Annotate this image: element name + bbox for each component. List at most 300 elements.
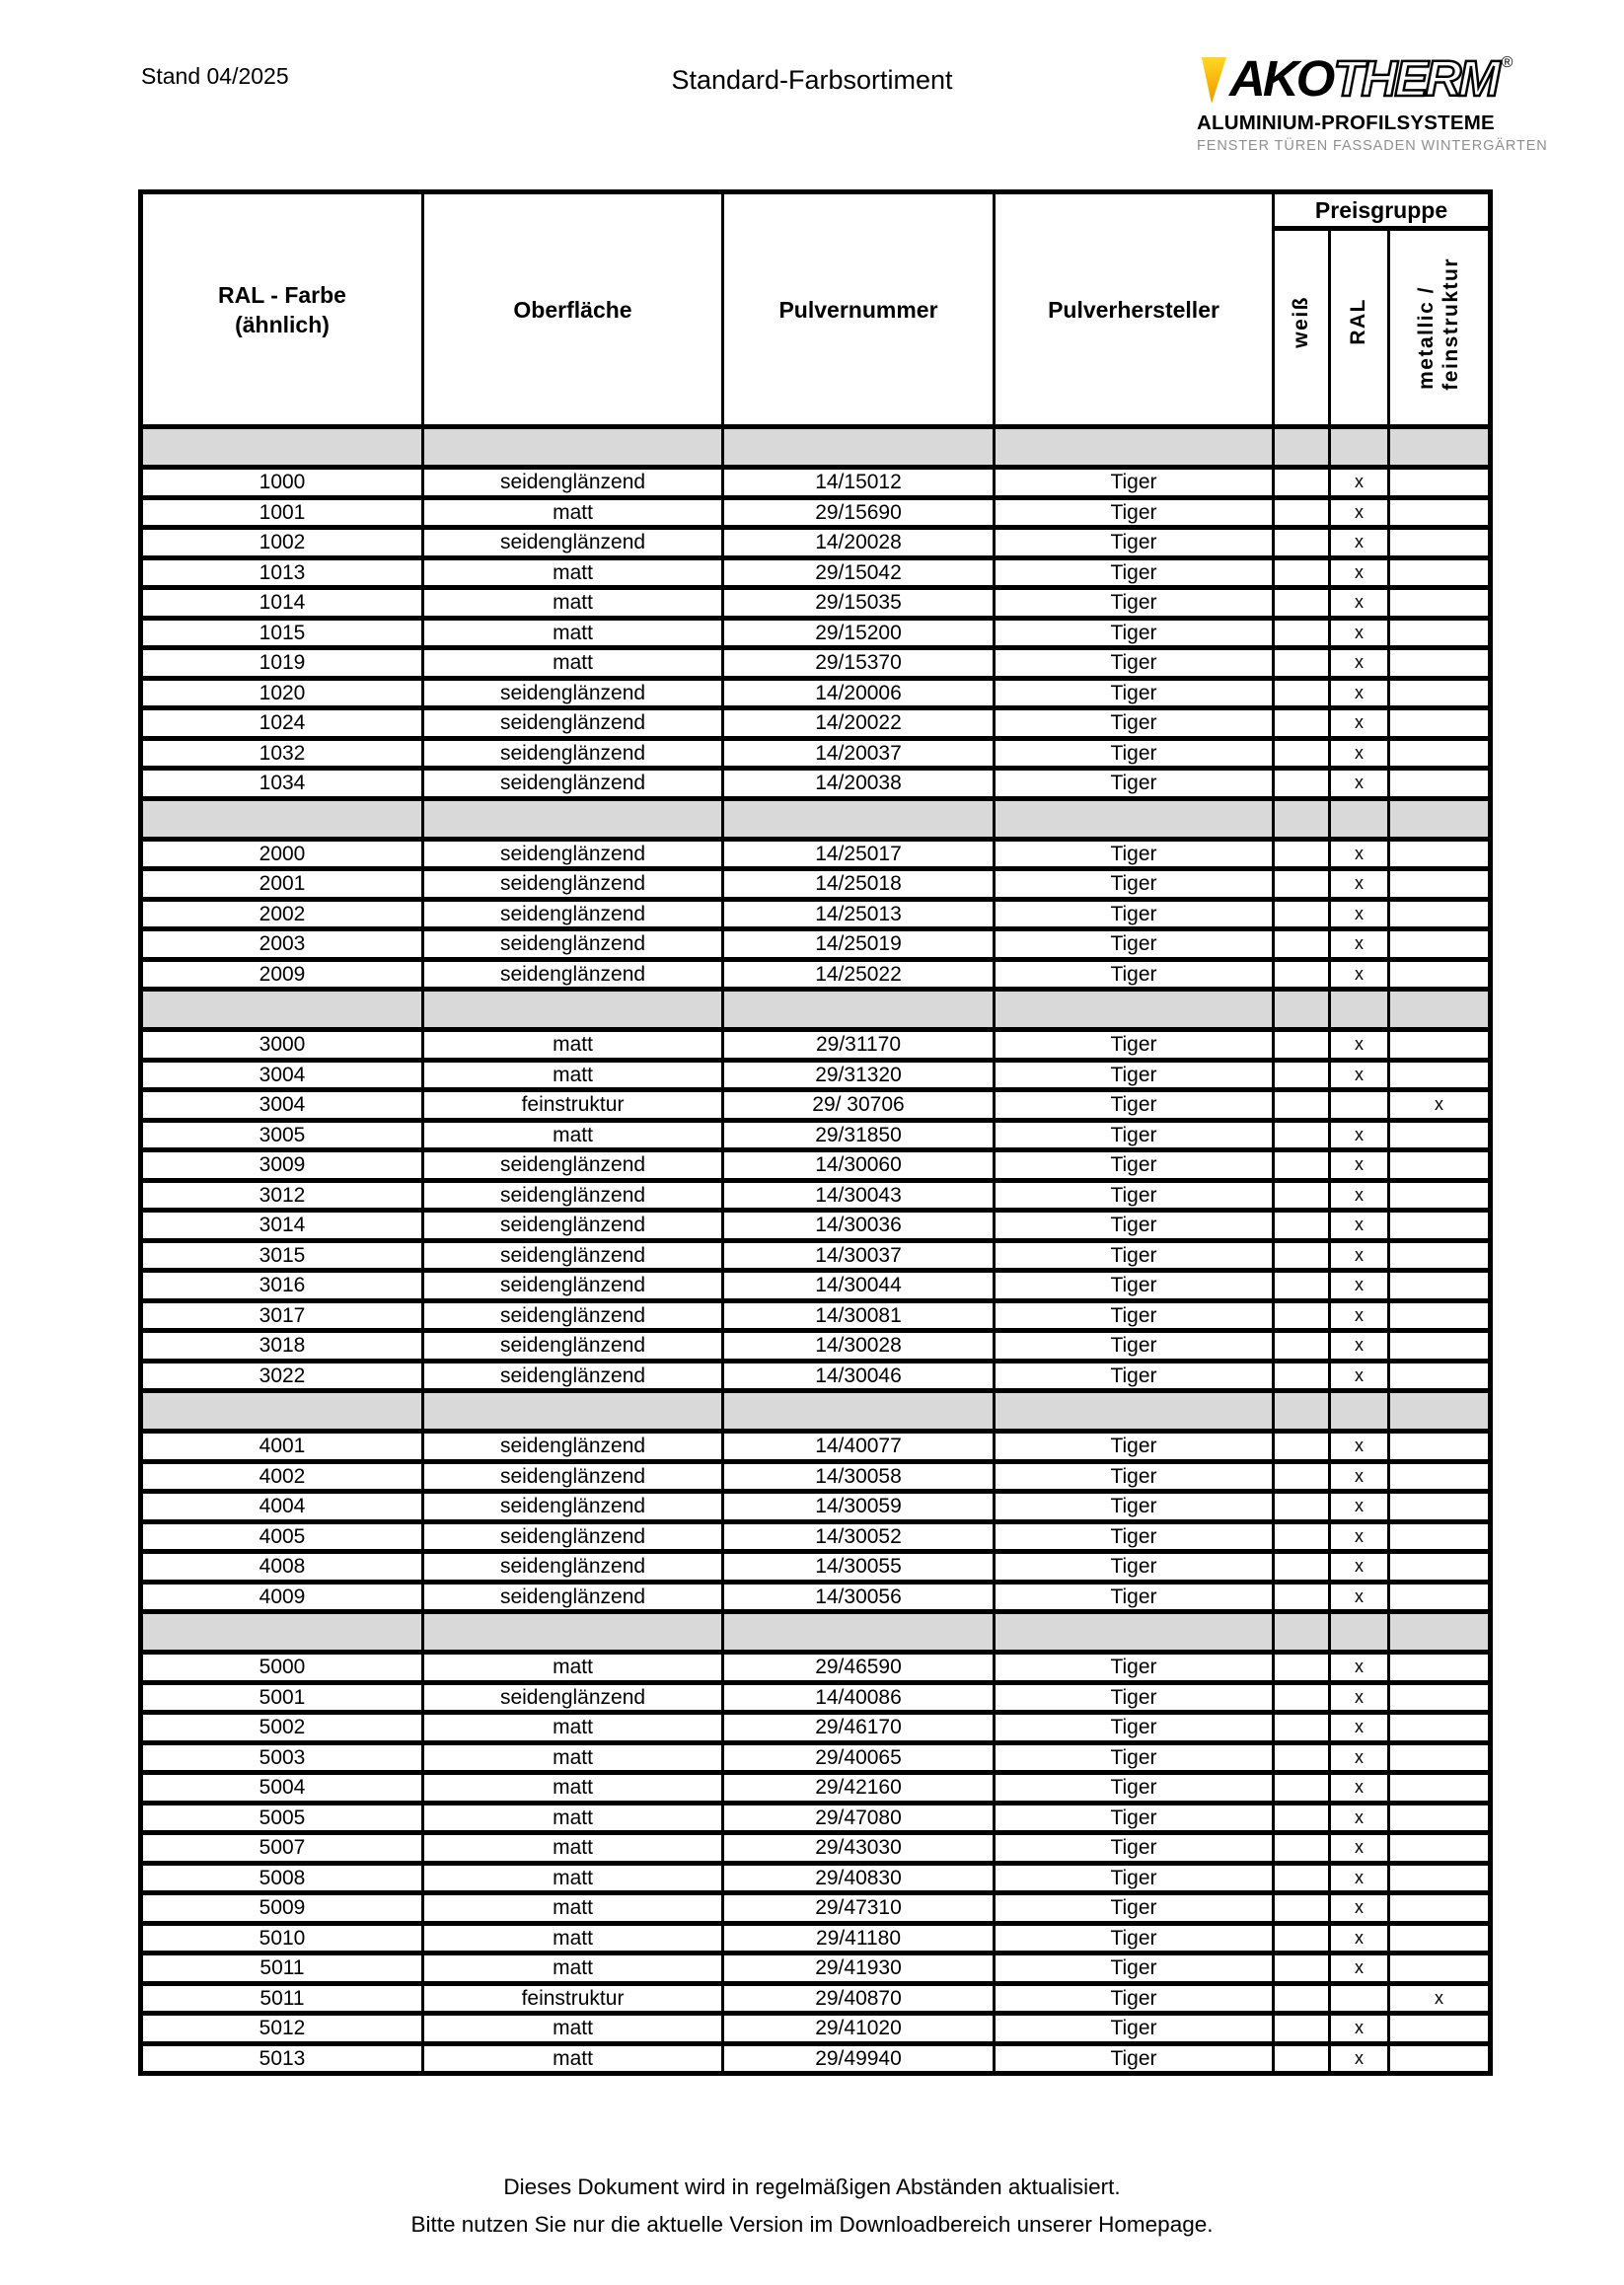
oberflaeche-cell: matt bbox=[423, 1060, 723, 1090]
table-row bbox=[141, 1953, 1491, 1984]
pulverhersteller-cell: Tiger bbox=[995, 1713, 1274, 1743]
oberflaeche-cell: matt bbox=[423, 588, 723, 619]
pulverhersteller-cell: Tiger bbox=[995, 1240, 1274, 1271]
pulverhersteller-cell: Tiger bbox=[995, 588, 1274, 619]
header-metallic-feinstruktur bbox=[1389, 229, 1491, 427]
pulverhersteller-cell: Tiger bbox=[995, 497, 1274, 528]
preisgruppe-weiss-cell bbox=[1274, 1742, 1330, 1773]
preisgruppe-metallic-cell bbox=[1389, 528, 1491, 558]
oberflaeche-cell: seidenglänzend bbox=[423, 1150, 723, 1181]
separator-ral-farbe-cell bbox=[141, 1391, 423, 1432]
pulverhersteller-cell: Tiger bbox=[995, 1833, 1274, 1864]
preisgruppe-metallic-cell bbox=[1389, 1893, 1491, 1924]
pulvernummer-cell: 14/30060 bbox=[723, 1150, 995, 1181]
preisgruppe-ral-cell: x bbox=[1330, 1030, 1389, 1061]
pulvernummer-cell: 14/20038 bbox=[723, 769, 995, 799]
table-row bbox=[141, 1742, 1491, 1773]
preisgruppe-metallic-cell bbox=[1389, 648, 1491, 679]
pulverhersteller-cell: Tiger bbox=[995, 557, 1274, 588]
header-weiss-label: weiß bbox=[1289, 295, 1312, 348]
oberflaeche-cell: matt bbox=[423, 497, 723, 528]
table-row bbox=[141, 839, 1491, 869]
table-row bbox=[141, 1120, 1491, 1150]
pulverhersteller-cell: Tiger bbox=[995, 1180, 1274, 1211]
preisgruppe-weiss-cell bbox=[1274, 959, 1330, 990]
oberflaeche-cell: matt bbox=[423, 1742, 723, 1773]
preisgruppe-metallic-cell bbox=[1389, 738, 1491, 769]
oberflaeche-cell: seidenglänzend bbox=[423, 528, 723, 558]
pulverhersteller-cell: Tiger bbox=[995, 1030, 1274, 1061]
pulverhersteller-cell: Tiger bbox=[995, 1271, 1274, 1301]
preisgruppe-metallic-cell bbox=[1389, 1361, 1491, 1391]
pulverhersteller-cell: Tiger bbox=[995, 1552, 1274, 1583]
preisgruppe-weiss-cell bbox=[1274, 708, 1330, 739]
pulverhersteller-cell: Tiger bbox=[995, 1682, 1274, 1713]
oberflaeche-cell: matt bbox=[423, 2043, 723, 2074]
preisgruppe-ral-cell: x bbox=[1330, 2014, 1389, 2044]
preisgruppe-weiss-cell bbox=[1274, 839, 1330, 869]
table-row bbox=[141, 1833, 1491, 1864]
preisgruppe-metallic-cell bbox=[1389, 1150, 1491, 1181]
preisgruppe-metallic-cell bbox=[1389, 1180, 1491, 1211]
preisgruppe-metallic-cell: x bbox=[1389, 1983, 1491, 2014]
pulverhersteller-cell: Tiger bbox=[995, 929, 1274, 960]
table-row bbox=[141, 1492, 1491, 1522]
preisgruppe-ral-cell bbox=[1330, 1983, 1389, 2014]
footer-line1: Dieses Dokument wird in regelmäßigen Abständen aktualisiert. bbox=[503, 2174, 1121, 2199]
preisgruppe-weiss-cell bbox=[1274, 1180, 1330, 1211]
separator-preisgruppe-metallic-cell bbox=[1389, 990, 1491, 1030]
preisgruppe-metallic-cell bbox=[1389, 497, 1491, 528]
pulvernummer-cell: 29/31170 bbox=[723, 1030, 995, 1061]
pulverhersteller-cell: Tiger bbox=[995, 769, 1274, 799]
preisgruppe-ral-cell: x bbox=[1330, 1240, 1389, 1271]
pulvernummer-cell: 14/30056 bbox=[723, 1582, 995, 1612]
preisgruppe-ral-cell: x bbox=[1330, 769, 1389, 799]
preisgruppe-metallic-cell bbox=[1389, 2014, 1491, 2044]
separator-preisgruppe-ral-cell bbox=[1330, 1391, 1389, 1432]
ral-farbe-cell: 1020 bbox=[141, 678, 423, 708]
preisgruppe-metallic-cell bbox=[1389, 1923, 1491, 1953]
header-ral-preisgruppe bbox=[1330, 229, 1389, 427]
oberflaeche-cell: seidenglänzend bbox=[423, 1240, 723, 1271]
pulverhersteller-cell: Tiger bbox=[995, 468, 1274, 498]
separator-preisgruppe-weiss-cell bbox=[1274, 1391, 1330, 1432]
oberflaeche-cell: matt bbox=[423, 1893, 723, 1924]
preisgruppe-metallic-cell bbox=[1389, 1521, 1491, 1552]
logo-brand-outline: THERM bbox=[1333, 50, 1498, 107]
table-row bbox=[141, 1863, 1491, 1893]
preisgruppe-weiss-cell bbox=[1274, 769, 1330, 799]
ral-farbe-cell: 1014 bbox=[141, 588, 423, 619]
preisgruppe-weiss-cell bbox=[1274, 1030, 1330, 1061]
preisgruppe-metallic-cell bbox=[1389, 2043, 1491, 2074]
oberflaeche-cell: seidenglänzend bbox=[423, 1432, 723, 1462]
oberflaeche-cell: seidenglänzend bbox=[423, 1582, 723, 1612]
ral-farbe-cell: 3022 bbox=[141, 1361, 423, 1391]
akotherm-logo bbox=[1197, 50, 1548, 154]
logo-triangle-icon bbox=[1197, 57, 1226, 104]
preisgruppe-ral-cell: x bbox=[1330, 1773, 1389, 1804]
header-ral-preisgruppe-label: RAL bbox=[1347, 298, 1370, 345]
pulverhersteller-cell: Tiger bbox=[995, 1432, 1274, 1462]
preisgruppe-weiss-cell bbox=[1274, 497, 1330, 528]
separator-pulverhersteller-cell bbox=[995, 798, 1274, 839]
table-row bbox=[141, 1180, 1491, 1211]
ral-farbe-cell: 3005 bbox=[141, 1120, 423, 1150]
preisgruppe-ral-cell: x bbox=[1330, 1803, 1389, 1833]
ral-farbe-cell: 5008 bbox=[141, 1863, 423, 1893]
pulvernummer-cell: 29/15690 bbox=[723, 497, 995, 528]
ral-farbe-cell: 5010 bbox=[141, 1923, 423, 1953]
ral-farbe-cell: 1015 bbox=[141, 618, 423, 648]
pulvernummer-cell: 29/40065 bbox=[723, 1742, 995, 1773]
preisgruppe-metallic-cell bbox=[1389, 1271, 1491, 1301]
ral-farbe-cell: 3016 bbox=[141, 1271, 423, 1301]
ral-farbe-cell: 1034 bbox=[141, 769, 423, 799]
ral-farbe-cell: 4002 bbox=[141, 1461, 423, 1492]
preisgruppe-weiss-cell bbox=[1274, 1863, 1330, 1893]
pulvernummer-cell: 14/30046 bbox=[723, 1361, 995, 1391]
preisgruppe-weiss-cell bbox=[1274, 1240, 1330, 1271]
preisgruppe-metallic-cell bbox=[1389, 1582, 1491, 1612]
preisgruppe-metallic-cell bbox=[1389, 1552, 1491, 1583]
oberflaeche-cell: seidenglänzend bbox=[423, 899, 723, 929]
pulvernummer-cell: 14/30044 bbox=[723, 1271, 995, 1301]
oberflaeche-cell: matt bbox=[423, 1653, 723, 1683]
preisgruppe-ral-cell: x bbox=[1330, 1552, 1389, 1583]
pulverhersteller-cell: Tiger bbox=[995, 1863, 1274, 1893]
preisgruppe-ral-cell: x bbox=[1330, 1582, 1389, 1612]
preisgruppe-weiss-cell bbox=[1274, 738, 1330, 769]
logo-subtitle: ALUMINIUM-PROFILSYSTEME bbox=[1197, 111, 1495, 134]
ral-farbe-cell: 1000 bbox=[141, 468, 423, 498]
preisgruppe-ral-cell: x bbox=[1330, 1120, 1389, 1150]
preisgruppe-weiss-cell bbox=[1274, 1773, 1330, 1804]
registered-mark-icon: ® bbox=[1501, 54, 1513, 71]
preisgruppe-weiss-cell bbox=[1274, 1150, 1330, 1181]
table-row bbox=[141, 497, 1491, 528]
pulvernummer-cell: 29/47080 bbox=[723, 1803, 995, 1833]
pulverhersteller-cell: Tiger bbox=[995, 1060, 1274, 1090]
preisgruppe-ral-cell: x bbox=[1330, 1492, 1389, 1522]
preisgruppe-ral-cell: x bbox=[1330, 618, 1389, 648]
table-row bbox=[141, 648, 1491, 679]
preisgruppe-weiss-cell bbox=[1274, 1120, 1330, 1150]
preisgruppe-weiss-cell bbox=[1274, 1090, 1330, 1121]
ral-farbe-cell: 1032 bbox=[141, 738, 423, 769]
separator-oberflaeche-cell bbox=[423, 1391, 723, 1432]
logo-brand-row bbox=[1197, 50, 1513, 107]
pulvernummer-cell: 14/30036 bbox=[723, 1211, 995, 1241]
separator-preisgruppe-ral-cell bbox=[1330, 427, 1389, 468]
preisgruppe-weiss-cell bbox=[1274, 1833, 1330, 1864]
pulvernummer-cell: 14/30081 bbox=[723, 1300, 995, 1331]
ral-farbe-cell: 4008 bbox=[141, 1552, 423, 1583]
table-row bbox=[141, 588, 1491, 619]
preisgruppe-metallic-cell bbox=[1389, 1120, 1491, 1150]
preisgruppe-weiss-cell bbox=[1274, 1300, 1330, 1331]
preisgruppe-ral-cell: x bbox=[1330, 1923, 1389, 1953]
table-body bbox=[141, 427, 1491, 2074]
oberflaeche-cell: feinstruktur bbox=[423, 1983, 723, 2014]
preisgruppe-ral-cell: x bbox=[1330, 1432, 1389, 1462]
preisgruppe-ral-cell: x bbox=[1330, 959, 1389, 990]
oberflaeche-cell: matt bbox=[423, 618, 723, 648]
table-row bbox=[141, 769, 1491, 799]
table-row bbox=[141, 1211, 1491, 1241]
separator-pulvernummer-cell bbox=[723, 1612, 995, 1653]
section-separator-row bbox=[141, 990, 1491, 1030]
separator-pulverhersteller-cell bbox=[995, 427, 1274, 468]
pulvernummer-cell: 29/15042 bbox=[723, 557, 995, 588]
ral-farbe-cell: 3018 bbox=[141, 1331, 423, 1362]
table-row bbox=[141, 1150, 1491, 1181]
pulvernummer-cell: 14/30058 bbox=[723, 1461, 995, 1492]
preisgruppe-metallic-cell bbox=[1389, 1030, 1491, 1061]
separator-oberflaeche-cell bbox=[423, 990, 723, 1030]
preisgruppe-ral-cell: x bbox=[1330, 869, 1389, 900]
separator-ral-farbe-cell bbox=[141, 427, 423, 468]
header-pulverhersteller: Pulverhersteller bbox=[995, 192, 1274, 427]
pulverhersteller-cell: Tiger bbox=[995, 839, 1274, 869]
table-row bbox=[141, 1331, 1491, 1362]
preisgruppe-weiss-cell bbox=[1274, 1923, 1330, 1953]
separator-preisgruppe-weiss-cell bbox=[1274, 990, 1330, 1030]
ral-farbe-cell: 5013 bbox=[141, 2043, 423, 2074]
preisgruppe-ral-cell: x bbox=[1330, 2043, 1389, 2074]
pulverhersteller-cell: Tiger bbox=[995, 678, 1274, 708]
oberflaeche-cell: seidenglänzend bbox=[423, 1492, 723, 1522]
preisgruppe-weiss-cell bbox=[1274, 1211, 1330, 1241]
preisgruppe-metallic-cell bbox=[1389, 1432, 1491, 1462]
preisgruppe-weiss-cell bbox=[1274, 1521, 1330, 1552]
separator-preisgruppe-ral-cell bbox=[1330, 990, 1389, 1030]
ral-farbe-cell: 5007 bbox=[141, 1833, 423, 1864]
preisgruppe-ral-cell: x bbox=[1330, 557, 1389, 588]
pulvernummer-cell: 14/25019 bbox=[723, 929, 995, 960]
oberflaeche-cell: matt bbox=[423, 648, 723, 679]
preisgruppe-ral-cell: x bbox=[1330, 497, 1389, 528]
table-row bbox=[141, 708, 1491, 739]
preisgruppe-metallic-cell bbox=[1389, 1953, 1491, 1984]
table-row bbox=[141, 1773, 1491, 1804]
table-row bbox=[141, 738, 1491, 769]
table-row bbox=[141, 2043, 1491, 2074]
preisgruppe-ral-cell: x bbox=[1330, 1180, 1389, 1211]
preisgruppe-metallic-cell bbox=[1389, 839, 1491, 869]
oberflaeche-cell: seidenglänzend bbox=[423, 1461, 723, 1492]
pulverhersteller-cell: Tiger bbox=[995, 869, 1274, 900]
table-row bbox=[141, 1653, 1491, 1683]
oberflaeche-cell: seidenglänzend bbox=[423, 869, 723, 900]
pulvernummer-cell: 29/31320 bbox=[723, 1060, 995, 1090]
separator-pulvernummer-cell bbox=[723, 1391, 995, 1432]
pulvernummer-cell: 14/40077 bbox=[723, 1432, 995, 1462]
ral-farbe-cell: 5001 bbox=[141, 1682, 423, 1713]
table-row bbox=[141, 1803, 1491, 1833]
pulvernummer-cell: 14/30059 bbox=[723, 1492, 995, 1522]
preisgruppe-ral-cell: x bbox=[1330, 1331, 1389, 1362]
footer-line2: Bitte nutzen Sie nur die aktuelle Version im Downloadbereich unserer Homepage. bbox=[410, 2212, 1214, 2237]
preisgruppe-metallic-cell bbox=[1389, 708, 1491, 739]
oberflaeche-cell: seidenglänzend bbox=[423, 1180, 723, 1211]
oberflaeche-cell: matt bbox=[423, 1863, 723, 1893]
preisgruppe-weiss-cell bbox=[1274, 678, 1330, 708]
preisgruppe-ral-cell: x bbox=[1330, 588, 1389, 619]
preisgruppe-ral-cell: x bbox=[1330, 899, 1389, 929]
oberflaeche-cell: matt bbox=[423, 1953, 723, 1984]
pulverhersteller-cell: Tiger bbox=[995, 1150, 1274, 1181]
pulvernummer-cell: 14/30055 bbox=[723, 1552, 995, 1583]
pulverhersteller-cell: Tiger bbox=[995, 1300, 1274, 1331]
pulvernummer-cell: 29/43030 bbox=[723, 1833, 995, 1864]
oberflaeche-cell: seidenglänzend bbox=[423, 1682, 723, 1713]
table-row bbox=[141, 1713, 1491, 1743]
color-assortment-table bbox=[138, 189, 1493, 2076]
table-header-row-1 bbox=[141, 192, 1491, 229]
ral-farbe-cell: 2001 bbox=[141, 869, 423, 900]
pulverhersteller-cell: Tiger bbox=[995, 1331, 1274, 1362]
separator-preisgruppe-metallic-cell bbox=[1389, 1612, 1491, 1653]
ral-farbe-cell: 3015 bbox=[141, 1240, 423, 1271]
preisgruppe-metallic-cell bbox=[1389, 557, 1491, 588]
pulvernummer-cell: 14/30028 bbox=[723, 1331, 995, 1362]
oberflaeche-cell: matt bbox=[423, 1803, 723, 1833]
oberflaeche-cell: seidenglänzend bbox=[423, 1361, 723, 1391]
preisgruppe-weiss-cell bbox=[1274, 1271, 1330, 1301]
pulverhersteller-cell: Tiger bbox=[995, 1653, 1274, 1683]
ral-farbe-cell: 5004 bbox=[141, 1773, 423, 1804]
preisgruppe-weiss-cell bbox=[1274, 1953, 1330, 1984]
pulverhersteller-cell: Tiger bbox=[995, 1742, 1274, 1773]
preisgruppe-metallic-cell bbox=[1389, 1300, 1491, 1331]
preisgruppe-metallic-cell bbox=[1389, 588, 1491, 619]
oberflaeche-cell: seidenglänzend bbox=[423, 678, 723, 708]
preisgruppe-ral-cell: x bbox=[1330, 1833, 1389, 1864]
pulvernummer-cell: 14/20028 bbox=[723, 528, 995, 558]
pulverhersteller-cell: Tiger bbox=[995, 1983, 1274, 2014]
preisgruppe-ral-cell: x bbox=[1330, 1271, 1389, 1301]
separator-oberflaeche-cell bbox=[423, 798, 723, 839]
pulverhersteller-cell: Tiger bbox=[995, 899, 1274, 929]
oberflaeche-cell: seidenglänzend bbox=[423, 929, 723, 960]
pulvernummer-cell: 14/25013 bbox=[723, 899, 995, 929]
pulverhersteller-cell: Tiger bbox=[995, 1090, 1274, 1121]
preisgruppe-ral-cell: x bbox=[1330, 1150, 1389, 1181]
pulvernummer-cell: 29/49940 bbox=[723, 2043, 995, 2074]
preisgruppe-ral-cell: x bbox=[1330, 929, 1389, 960]
oberflaeche-cell: seidenglänzend bbox=[423, 738, 723, 769]
separator-preisgruppe-metallic-cell bbox=[1389, 427, 1491, 468]
separator-ral-farbe-cell bbox=[141, 990, 423, 1030]
pulverhersteller-cell: Tiger bbox=[995, 1492, 1274, 1522]
section-separator-row bbox=[141, 1612, 1491, 1653]
table-row bbox=[141, 1682, 1491, 1713]
preisgruppe-weiss-cell bbox=[1274, 557, 1330, 588]
pulvernummer-cell: 29/15370 bbox=[723, 648, 995, 679]
preisgruppe-metallic-cell bbox=[1389, 769, 1491, 799]
preisgruppe-ral-cell: x bbox=[1330, 1461, 1389, 1492]
ral-farbe-cell: 5009 bbox=[141, 1893, 423, 1924]
preisgruppe-weiss-cell bbox=[1274, 1682, 1330, 1713]
pulvernummer-cell: 14/25022 bbox=[723, 959, 995, 990]
section-separator-row bbox=[141, 1391, 1491, 1432]
separator-pulvernummer-cell bbox=[723, 798, 995, 839]
pulverhersteller-cell: Tiger bbox=[995, 2043, 1274, 2074]
ral-farbe-cell: 1002 bbox=[141, 528, 423, 558]
ral-farbe-cell: 1013 bbox=[141, 557, 423, 588]
ral-farbe-cell: 5002 bbox=[141, 1713, 423, 1743]
ral-farbe-cell: 3000 bbox=[141, 1030, 423, 1061]
pulverhersteller-cell: Tiger bbox=[995, 708, 1274, 739]
ral-farbe-cell: 3012 bbox=[141, 1180, 423, 1211]
preisgruppe-metallic-cell bbox=[1389, 1240, 1491, 1271]
table-row bbox=[141, 1271, 1491, 1301]
pulverhersteller-cell: Tiger bbox=[995, 1461, 1274, 1492]
separator-preisgruppe-metallic-cell bbox=[1389, 798, 1491, 839]
preisgruppe-metallic-cell bbox=[1389, 1833, 1491, 1864]
oberflaeche-cell: matt bbox=[423, 2014, 723, 2044]
preisgruppe-weiss-cell bbox=[1274, 1361, 1330, 1391]
table-row bbox=[141, 557, 1491, 588]
preisgruppe-ral-cell: x bbox=[1330, 1211, 1389, 1241]
pulvernummer-cell: 29/41930 bbox=[723, 1953, 995, 1984]
preisgruppe-metallic-cell bbox=[1389, 1492, 1491, 1522]
preisgruppe-metallic-cell bbox=[1389, 618, 1491, 648]
preisgruppe-weiss-cell bbox=[1274, 1492, 1330, 1522]
preisgruppe-ral-cell: x bbox=[1330, 1060, 1389, 1090]
pulvernummer-cell: 29/42160 bbox=[723, 1773, 995, 1804]
preisgruppe-ral-cell: x bbox=[1330, 648, 1389, 679]
pulverhersteller-cell: Tiger bbox=[995, 959, 1274, 990]
preisgruppe-weiss-cell bbox=[1274, 1582, 1330, 1612]
table-row bbox=[141, 1361, 1491, 1391]
pulverhersteller-cell: Tiger bbox=[995, 1211, 1274, 1241]
preisgruppe-metallic-cell bbox=[1389, 1211, 1491, 1241]
logo-brand-solid: AKO bbox=[1229, 50, 1333, 107]
separator-preisgruppe-weiss-cell bbox=[1274, 798, 1330, 839]
table-row bbox=[141, 1582, 1491, 1612]
preisgruppe-metallic-cell bbox=[1389, 1713, 1491, 1743]
oberflaeche-cell: seidenglänzend bbox=[423, 708, 723, 739]
preisgruppe-metallic-cell bbox=[1389, 1331, 1491, 1362]
ral-farbe-cell: 4001 bbox=[141, 1432, 423, 1462]
preisgruppe-weiss-cell bbox=[1274, 2014, 1330, 2044]
ral-farbe-cell: 4004 bbox=[141, 1492, 423, 1522]
pulverhersteller-cell: Tiger bbox=[995, 1953, 1274, 1984]
pulvernummer-cell: 29/46590 bbox=[723, 1653, 995, 1683]
separator-pulvernummer-cell bbox=[723, 427, 995, 468]
table-row bbox=[141, 468, 1491, 498]
preisgruppe-metallic-cell bbox=[1389, 678, 1491, 708]
pulvernummer-cell: 14/30043 bbox=[723, 1180, 995, 1211]
preisgruppe-ral-cell: x bbox=[1330, 528, 1389, 558]
oberflaeche-cell: matt bbox=[423, 557, 723, 588]
pulvernummer-cell: 29/47310 bbox=[723, 1893, 995, 1924]
preisgruppe-ral-cell: x bbox=[1330, 1682, 1389, 1713]
preisgruppe-ral-cell: x bbox=[1330, 468, 1389, 498]
preisgruppe-weiss-cell bbox=[1274, 468, 1330, 498]
pulvernummer-cell: 14/15012 bbox=[723, 468, 995, 498]
page-footer bbox=[0, 2169, 1624, 2244]
header-ral-farbe-line1: RAL - Farbe bbox=[218, 281, 346, 308]
table-row bbox=[141, 678, 1491, 708]
preisgruppe-weiss-cell bbox=[1274, 899, 1330, 929]
preisgruppe-metallic-cell bbox=[1389, 1863, 1491, 1893]
table-row bbox=[141, 1552, 1491, 1583]
ral-farbe-cell: 1024 bbox=[141, 708, 423, 739]
